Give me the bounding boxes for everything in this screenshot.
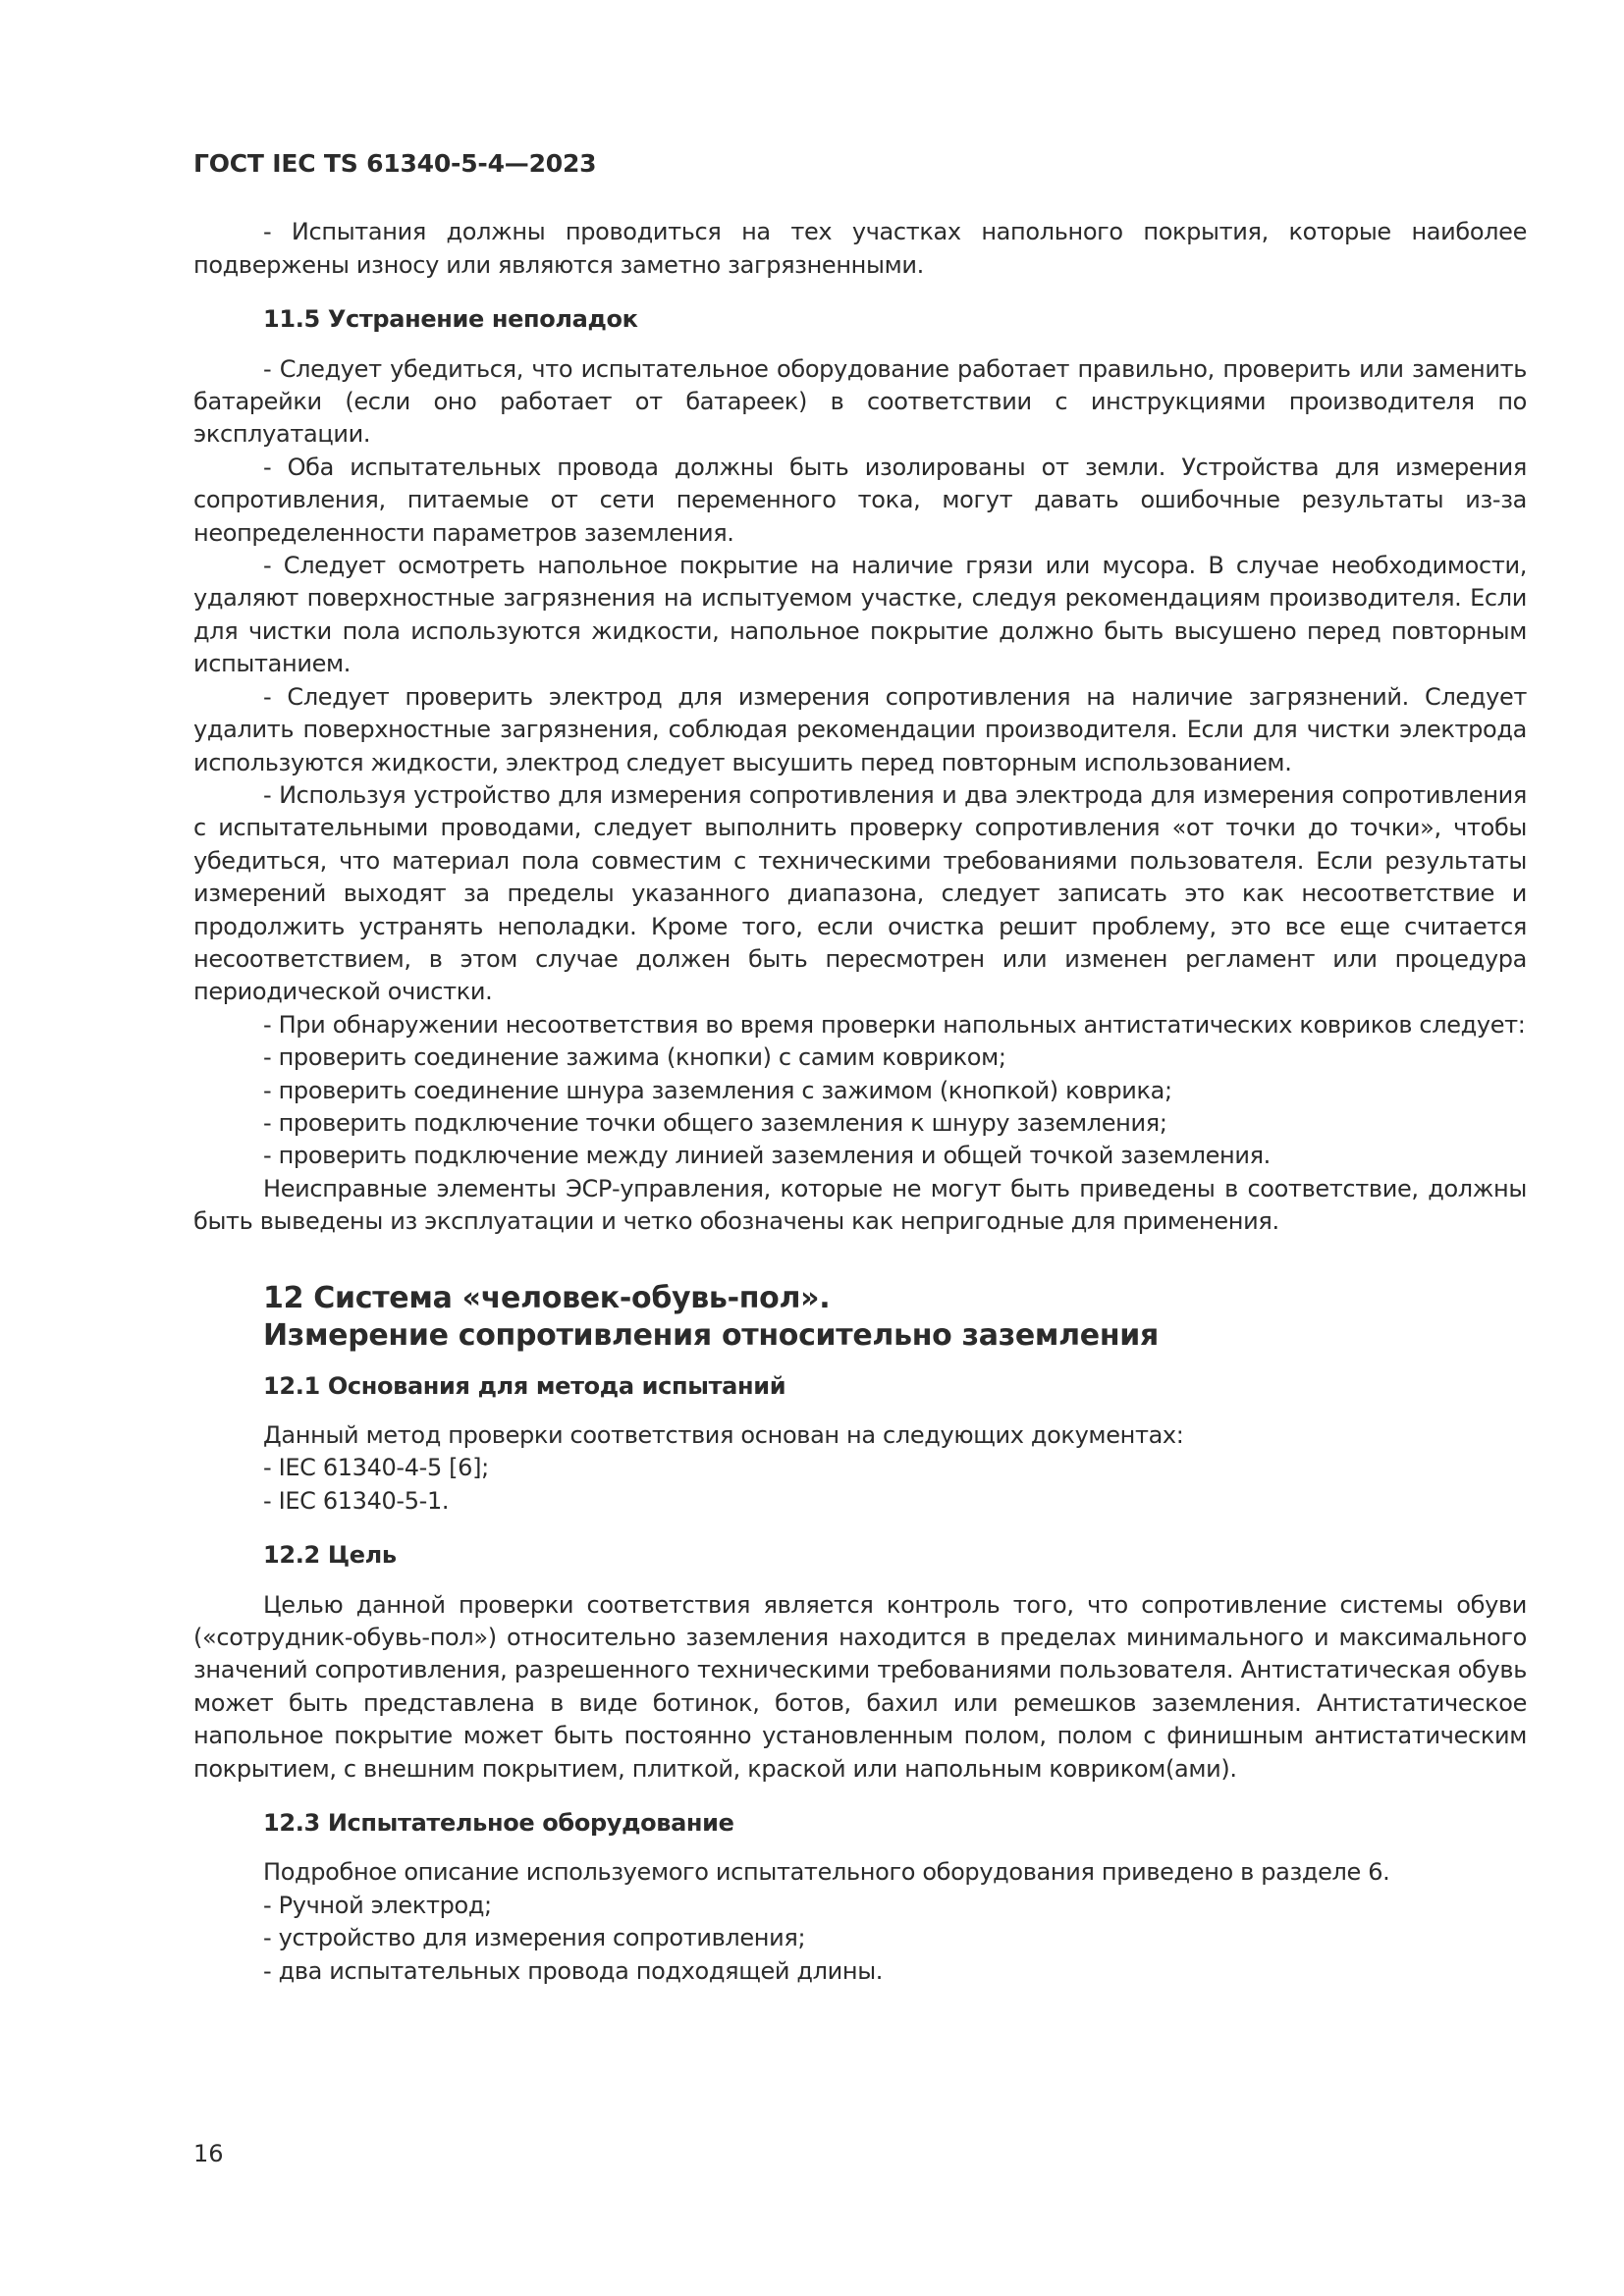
list-item: - два испытательных провода подходящей длины. — [263, 1956, 884, 1985]
section-12-3-heading: 12.3 Испытательное оборудование — [263, 1809, 734, 1838]
section-11-5-paragraph: - Следует убедиться, что испытательное оборудование работает правильно, проверить или заменить батарейки (если оно работает от батареек) в соответствии с инструкциями производителя по эксплуатации. — [193, 354, 1527, 449]
section-11-5-heading: 11.5 Устранение неполадок — [263, 305, 638, 334]
document-header: ГОСТ IEC TS 61340-5-4—2023 — [193, 149, 597, 178]
list-item: - проверить подключение точки общего заземления к шнуру заземления; — [263, 1108, 1167, 1137]
list-item: - проверить соединение зажима (кнопки) с самим ковриком; — [263, 1043, 1006, 1072]
list-item: - IEC 61340-4-5 [6]; — [263, 1454, 489, 1482]
list-item: - IEC 61340-5-1. — [263, 1486, 450, 1515]
document-page — [193, 147, 1527, 1988]
section-12-title-line2: Измерение сопротивления относительно заземления — [263, 1317, 1159, 1353]
list-item: - проверить соединение шнура заземления с зажимом (кнопкой) коврика; — [263, 1076, 1172, 1104]
section-11-5-paragraph: - Оба испытательных провода должны быть изолированы от земли. Устройства для измерения сопротивления, питаемые от сети переменного тока, могут давать ошибочные результаты из-за неопределенности параметров заземления. — [193, 453, 1527, 547]
section-12-1-heading: 12.1 Основания для метода испытаний — [263, 1371, 786, 1400]
section-11-5-paragraph: - Следует проверить электрод для измерения сопротивления на наличие загрязнений. Следует удалить поверхностные загрязнения, соблюдая рекомендации производителя. Если для чистки электрода используются жидкости, электрод следует высушить перед повторным использованием. — [193, 682, 1527, 776]
intro-paragraph: - Испытания должны проводиться на тех участках напольного покрытия, которые наиболее подвержены износу или являются заметно загрязненными. — [193, 218, 1527, 279]
list-item: - устройство для измерения сопротивления; — [263, 1924, 806, 1952]
section-12-1-intro: Данный метод проверки соответствия основан на следующих документах: — [263, 1421, 1184, 1449]
section-11-5-paragraph: - Следует осмотреть напольное покрытие на наличие грязи или мусора. В случае необходимости, удаляют поверхностные загрязнения на испытуемом участке, следуя рекомендациям производителя. Если для чистки пола используются жидкости, напольное покрытие должно быть высушено перед повторным испытанием. — [193, 552, 1527, 678]
section-11-5-paragraph: - Используя устройство для измерения сопротивления и два электрода для измерения сопротивления с испытательными проводами, следует выполнить проверку сопротивления «от точки до точки», чтобы убедиться, что материал пола совместим с техническими требованиями пользователя. Если результаты измерений выходят за пределы указанного диапазона, следует записать это как несоответствие и продолжить устранять неполадки. Кроме того, если очистка решит проблему, это все еще считается несоответствием, в этом случае должен быть пересмотрен или изменен регламент или процедура периодической очистки. — [193, 780, 1527, 1006]
page-number: 16 — [193, 2140, 224, 2167]
section-12-2-paragraph: Целью данной проверки соответствия является контроль того, что сопротивление системы обуви («сотрудник-обувь-пол») относительно заземления находится в пределах минимального и максимального значений сопротивления, разрешенного техническими требованиями пользователя. Антистатическая обувь может быть представлена в виде ботинок, ботов, бахил или ремешков заземления. Антистатическое напольное покрытие может быть постоянно установленным полом, полом с финишным антистатическим покрытием, с внешним покрытием, плиткой, краской или напольным ковриком(ами). — [193, 1590, 1527, 1783]
section-12-3-intro: Подробное описание используемого испытательного оборудования приведено в разделе 6. — [263, 1858, 1390, 1887]
section-11-5-paragraph: - При обнаружении несоответствия во время проверки напольных антистатических ковриков следует: — [263, 1010, 1526, 1039]
section-12-2-heading: 12.2 Цель — [263, 1541, 397, 1570]
list-item: - проверить подключение между линией заземления и общей точкой заземления. — [263, 1142, 1271, 1170]
section-11-5-closing: Неисправные элементы ЭСР-управления, которые не могут быть приведены в соответствие, должны быть выведены из эксплуатации и четко обозначены как непригодные для применения. — [193, 1174, 1527, 1236]
list-item: - Ручной электрод; — [263, 1891, 492, 1919]
section-12-title — [193, 1280, 1527, 1355]
section-12-title-line1: 12 Система «человек-обувь-пол». — [263, 1280, 831, 1315]
